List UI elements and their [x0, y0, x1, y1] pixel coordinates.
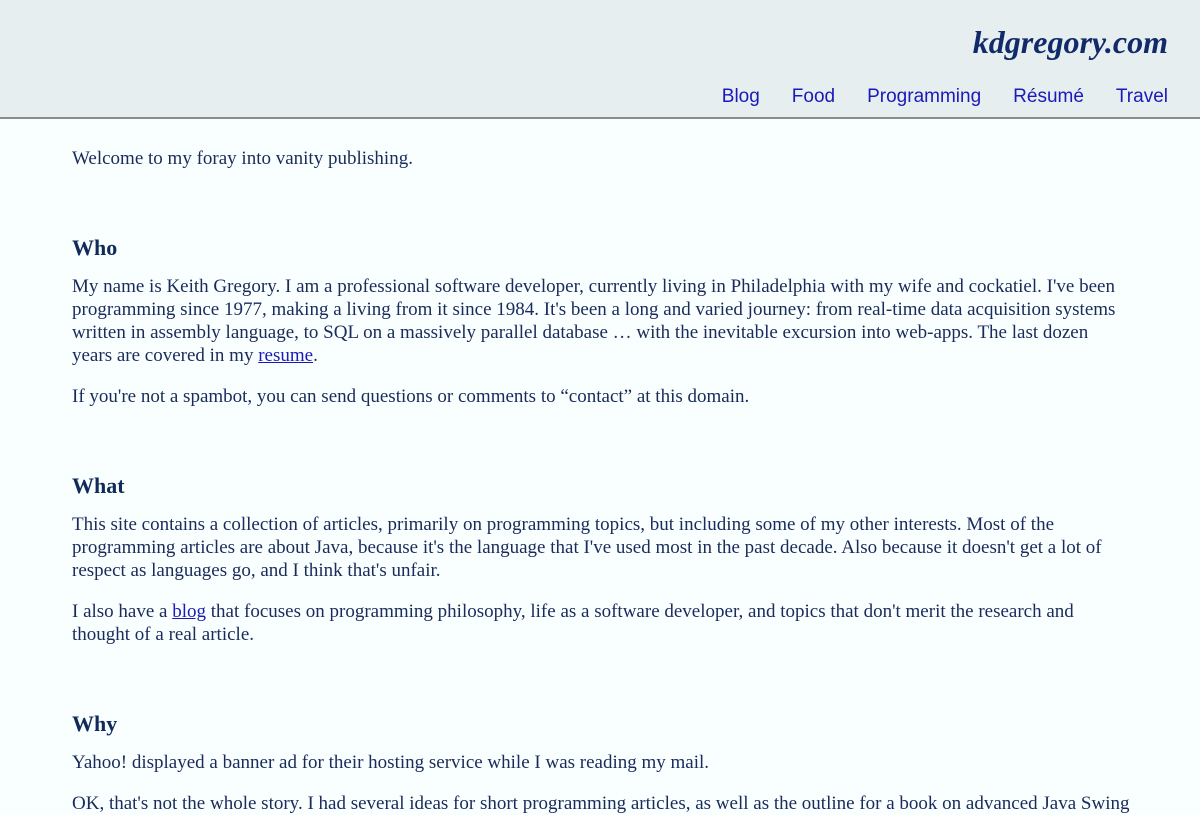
what-p2-text: I also have a: [72, 601, 173, 622]
what-paragraph-2: [72, 600, 1132, 646]
who-p1-text: My name is Keith Gregory. I am a professional software developer, currently living in Philadelphia with my wife and cockatiel. I've been programming since 1977, making a living from it since 1984. It's been a long and varied journey: from real-time data acquisition systems written in assembly language, to SQL on a massively parallel database … with the inevitable excursion into web-apps. The last dozen years are covered in my: [72, 276, 1116, 366]
who-paragraph-2: If you're not a spambot, you can send questions or comments to “contact” at this domain.: [72, 386, 750, 407]
who-heading: Who: [72, 235, 118, 260]
why-heading: Why: [72, 711, 118, 736]
blog-link[interactable]: blog: [172, 601, 207, 622]
nav-resume[interactable]: Résumé: [1013, 86, 1084, 107]
main-nav: [722, 85, 1168, 109]
resume-link[interactable]: resume: [258, 345, 314, 366]
nav-programming[interactable]: Programming: [867, 86, 982, 107]
nav-food[interactable]: Food: [791, 86, 836, 107]
intro-text: Welcome to my foray into vanity publishing.: [72, 148, 413, 169]
what-paragraph-1: This site contains a collection of articles, primarily on programming topics, but including some of my other interests. Most of the programming articles are about Java, because it's the language that I've used most in the past decade. Also because it doesn't get a lot of respect as languages go, and I think that's unfair.: [72, 514, 1102, 581]
nav-travel[interactable]: Travel: [1115, 86, 1168, 107]
why-paragraph-1: Yahoo! displayed a banner ad for their hosting service while I was reading my mail.: [72, 752, 710, 773]
main-content: [72, 119, 1132, 815]
site-header: [0, 0, 1200, 119]
site-title[interactable]: kdgregory.com: [972, 24, 1168, 60]
nav-blog[interactable]: Blog: [721, 86, 760, 107]
what-p2-end: that focuses on programming philosophy, life as a software developer, and topics that don't merit the research and thought of a real article.: [72, 601, 1074, 645]
who-p1-end: .: [313, 345, 318, 366]
what-heading: What: [72, 473, 125, 498]
why-paragraph-2: OK, that's not the whole story. I had several ideas for short programming articles, as well as the outline for a book on advanced Java Swing: [72, 793, 1130, 814]
who-paragraph-1: [72, 275, 1132, 367]
